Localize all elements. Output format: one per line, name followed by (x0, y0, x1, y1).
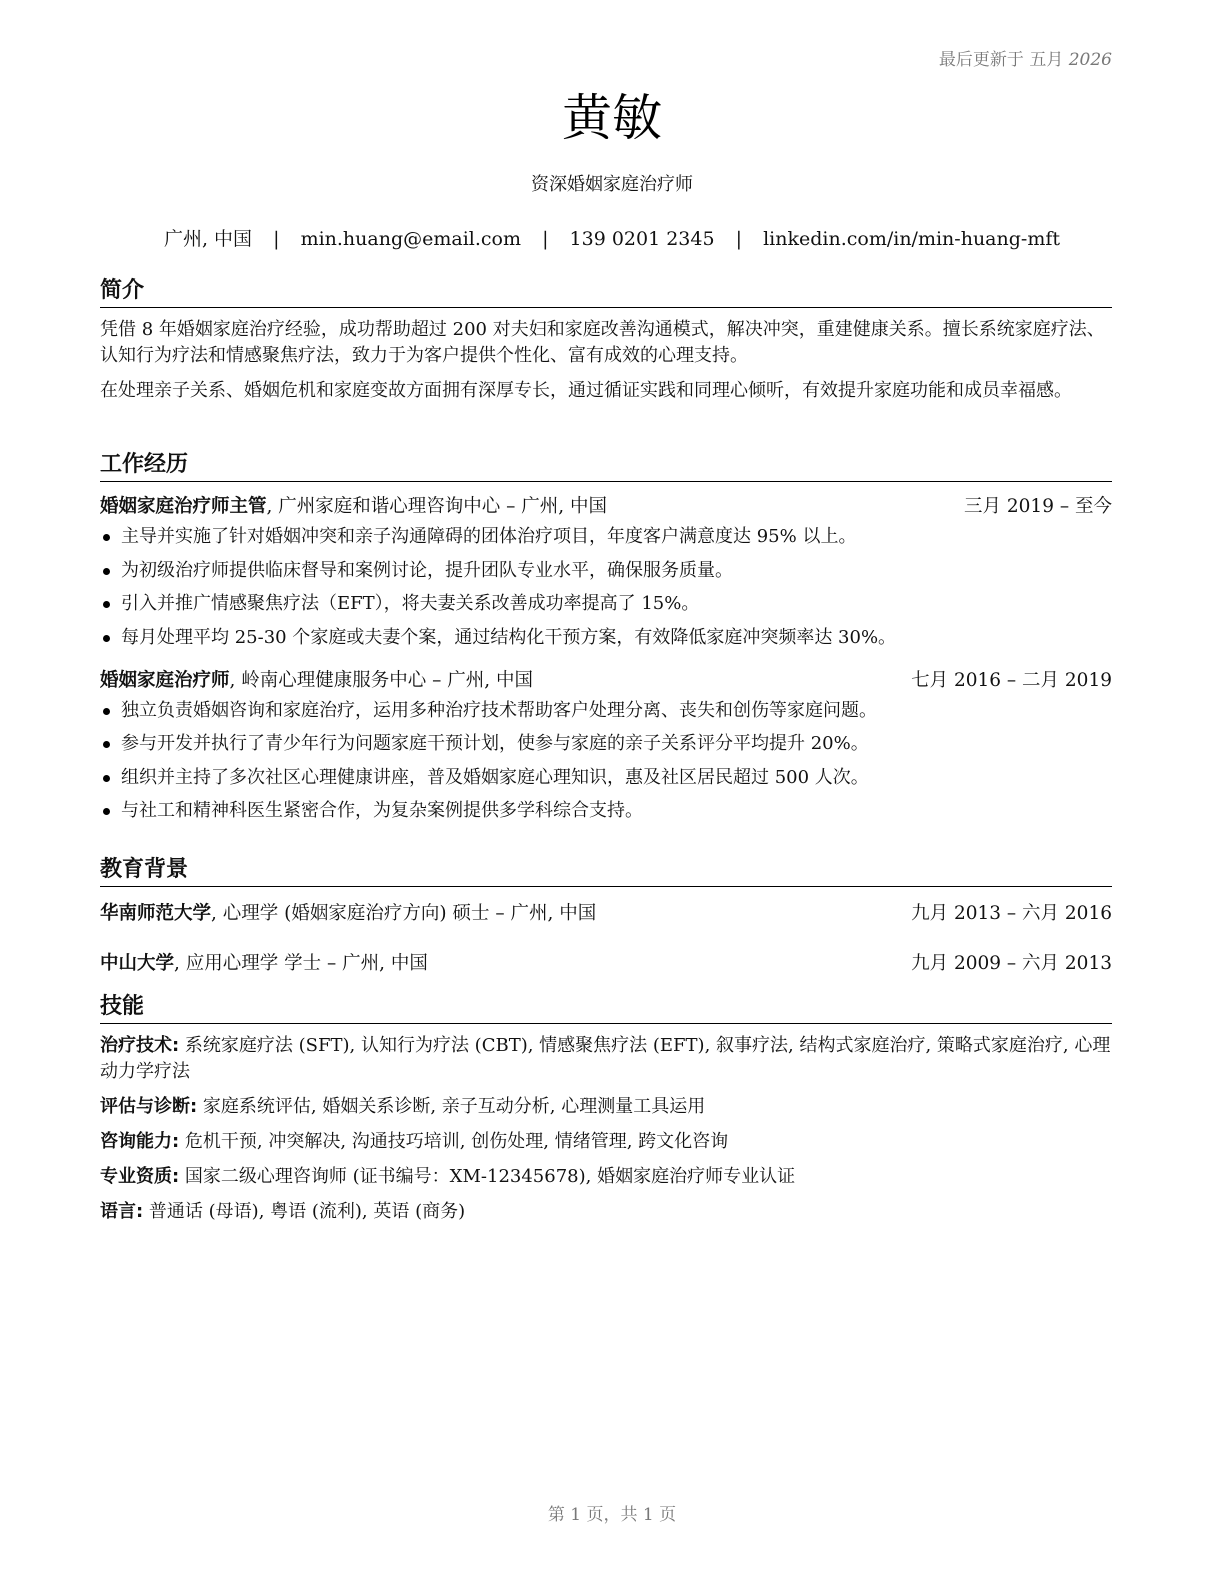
skill-row (100, 1199, 1112, 1225)
education-row (100, 951, 1112, 977)
job-title: 资深婚姻家庭治疗师 (531, 174, 693, 195)
contact-email[interactable]: min.huang@email.com (300, 228, 522, 250)
education-detail: , 心理学 (婚姻家庭治疗方向) 硕士 – 广州, 中国 (211, 903, 597, 924)
job-dates: 三月 2019 – 至今 (964, 496, 1112, 517)
education-dates: 九月 2009 – 六月 2013 (911, 953, 1112, 974)
section-heading-summary: 简介 (100, 277, 1112, 308)
section-heading-skills: 技能 (100, 993, 1112, 1024)
skill-row (100, 1094, 1112, 1120)
skill-row (100, 1129, 1112, 1155)
list-item: 参与开发并执行了青少年行为问题家庭干预计划，使参与家庭的亲子关系评分平均提升 20%。 (100, 731, 1112, 757)
summary-section (100, 277, 1112, 404)
education-school: 中山大学 (100, 953, 175, 974)
summary-paragraph: 在处理亲子关系、婚姻危机和家庭变故方面拥有深厚专长，通过循证实践和同理心倾听，有效提升家庭功能和成员幸福感。 (100, 380, 1072, 401)
contact-separator: | (735, 228, 743, 250)
skill-row (100, 1164, 1112, 1190)
candidate-name: 黄敏 (562, 89, 662, 147)
experience-section (100, 451, 1112, 832)
skill-value: 家庭系统评估, 婚姻关系诊断, 亲子互动分析, 心理测量工具运用 (197, 1096, 706, 1117)
job-bullets (100, 524, 1112, 651)
job-dates: 七月 2016 – 二月 2019 (911, 669, 1112, 691)
education-school-detail (100, 901, 596, 927)
education-row (100, 901, 1112, 927)
skill-value: 系统家庭疗法 (SFT), 认知行为疗法 (CBT), 情感聚焦疗法 (EFT), 叙事疗法, 结构式家庭治疗, 策略式家庭治疗, 心理动力学疗法 (100, 1035, 1111, 1082)
education-detail: , 应用心理学 学士 – 广州, 中国 (174, 953, 428, 974)
section-heading-experience: 工作经历 (100, 451, 1112, 482)
skill-value: 国家二级心理咨询师 (证书编号：XM-12345678), 婚姻家庭治疗师专业认证 (179, 1166, 796, 1187)
contact-linkedin[interactable]: linkedin.com/in/min-huang-mft (763, 228, 1061, 250)
skill-label: 评估与诊断: (100, 1096, 198, 1117)
education-dates: 九月 2013 – 六月 2016 (911, 903, 1112, 924)
list-item: 独立负责婚姻咨询和家庭治疗，运用多种治疗技术帮助客户处理分离、丧失和创伤等家庭问题。 (100, 698, 1112, 724)
skill-label: 专业资质: (100, 1166, 180, 1187)
skill-value: 普通话 (母语), 粤语 (流利), 英语 (商务) (143, 1201, 466, 1222)
list-item: 与社工和精神科医生紧密合作，为复杂案例提供多学科综合支持。 (100, 798, 1112, 824)
job-org: , 广州家庭和谐心理咨询中心 – 广州, 中国 (266, 496, 608, 517)
job-org: , 岭南心理健康服务中心 – 广州, 中国 (229, 669, 534, 691)
contact-line (0, 224, 1224, 251)
skills-section (100, 993, 1112, 1225)
job-bullets (100, 698, 1112, 825)
last-updated-year: 2026 (1068, 50, 1112, 70)
last-updated-prefix: 最后更新于 五月 (938, 50, 1064, 70)
section-heading-education: 教育背景 (100, 856, 1112, 887)
summary-paragraph: 凭借 8 年婚姻家庭治疗经验，成功帮助超过 200 对夫妇和家庭改善沟通模式，解决冲突，重建健康关系。擅长系统家庭疗法、认知行为疗法和情感聚焦疗法，致力于为客户提供个性化、富有成效的心理支持。 (100, 319, 1105, 366)
contact-separator: | (273, 228, 280, 250)
page-footer: 第 1 页，共 1 页 (547, 1505, 677, 1525)
job-role: 婚姻家庭治疗师 (100, 669, 230, 691)
list-item: 主导并实施了针对婚姻冲突和亲子沟通障碍的团体治疗项目，年度客户满意度达 95% 以上。 (100, 524, 1112, 550)
job-header (100, 668, 1112, 694)
list-item: 引入并推广情感聚焦疗法（EFT），将夫妻关系改善成功率提高了 15%。 (100, 591, 1112, 617)
job-role-org (100, 494, 607, 520)
list-item: 为初级治疗师提供临床督导和案例讨论，提升团队专业水平，确保服务质量。 (100, 558, 1112, 584)
contact-separator: | (542, 228, 549, 250)
education-school: 华南师范大学 (100, 903, 212, 924)
job-role-org (100, 668, 533, 694)
contact-phone[interactable]: 139 0201 2345 (569, 228, 715, 250)
skill-row (100, 1033, 1112, 1085)
job-role: 婚姻家庭治疗师主管 (100, 496, 267, 517)
contact-location: 广州, 中国 (163, 228, 253, 250)
education-school-detail (100, 951, 428, 977)
list-item: 每月处理平均 25-30 个家庭或夫妻个案，通过结构化干预方案，有效降低家庭冲突频率达 30%。 (100, 625, 1112, 651)
skill-label: 治疗技术: (100, 1035, 180, 1056)
skill-value: 危机干预, 冲突解决, 沟通技巧培训, 创伤处理, 情绪管理, 跨文化咨询 (179, 1131, 729, 1152)
education-section (100, 856, 1112, 977)
list-item: 组织并主持了多次社区心理健康讲座，普及婚姻家庭心理知识，惠及社区居民超过 500 人次。 (100, 765, 1112, 791)
skill-label: 咨询能力: (100, 1131, 180, 1152)
skill-label: 语言: (100, 1201, 144, 1222)
last-updated (939, 45, 1112, 70)
job-header (100, 494, 1112, 520)
